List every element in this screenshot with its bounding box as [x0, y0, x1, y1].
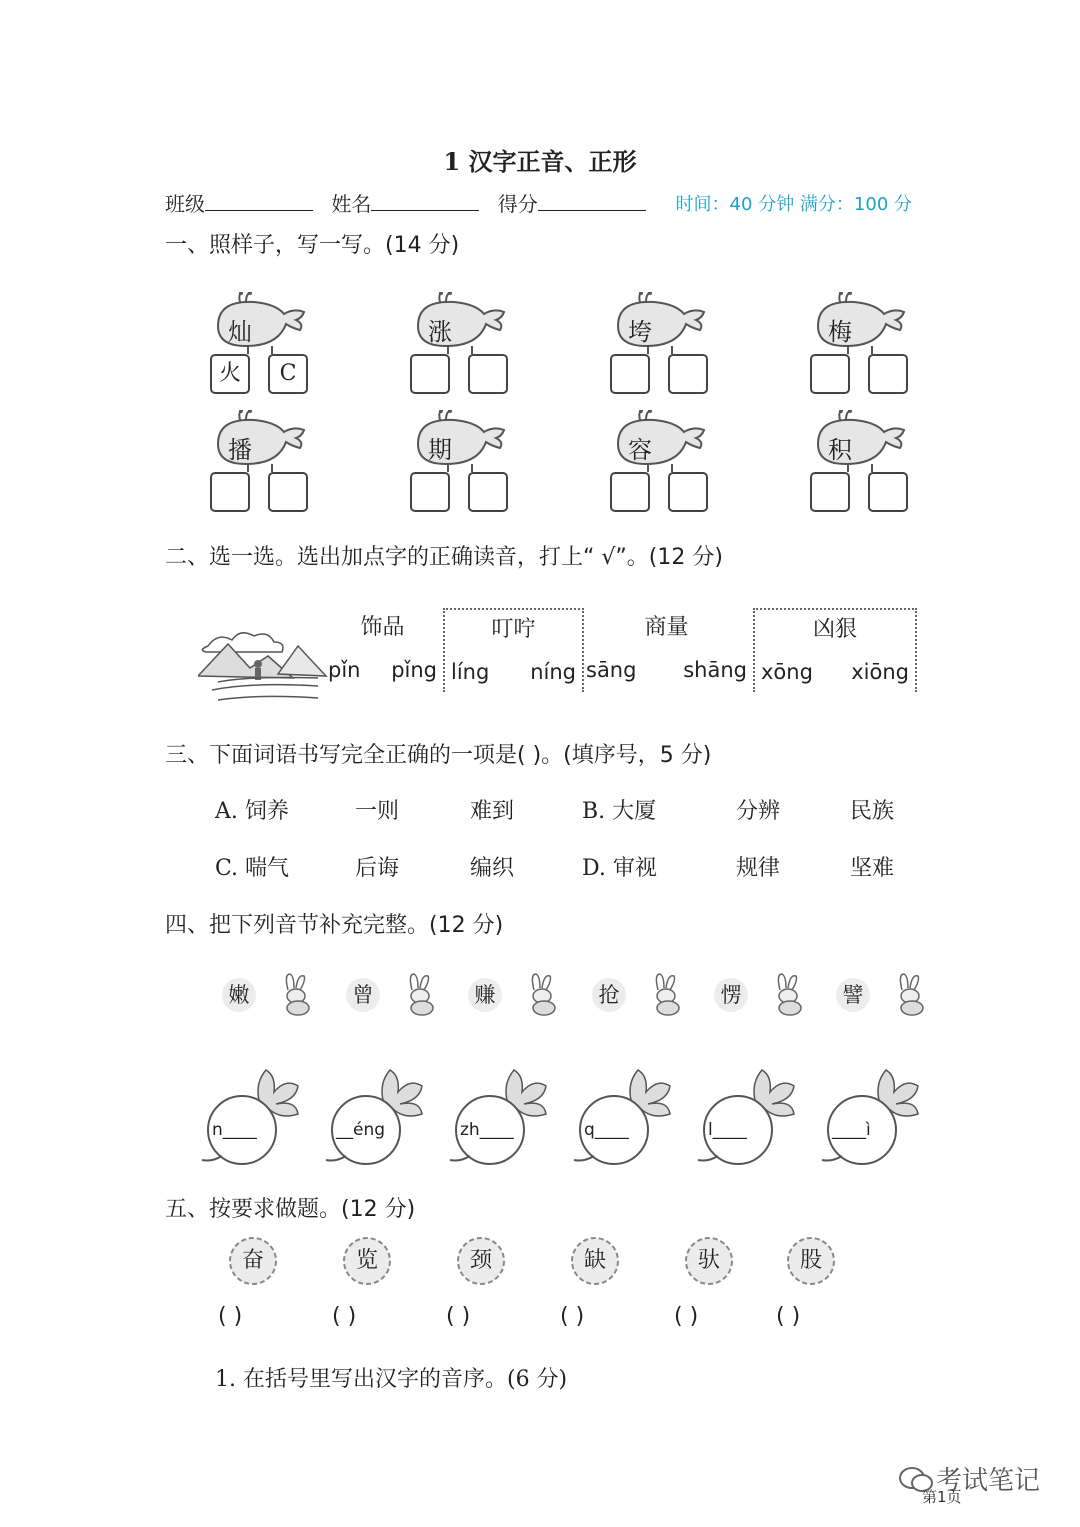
bird-1 — [210, 292, 320, 354]
answer-box[interactable] — [868, 472, 908, 512]
char-circle: 抢 — [592, 978, 626, 1012]
char-circle: 譬 — [836, 978, 870, 1012]
answer-box[interactable] — [468, 354, 508, 394]
answer-box[interactable] — [868, 354, 908, 394]
pinyin-option[interactable]: xōng — [761, 660, 813, 684]
choice-group-2 — [443, 608, 584, 692]
choice-group-1 — [322, 608, 443, 690]
answer-box[interactable] — [410, 472, 450, 512]
flower-char-2 — [342, 1236, 392, 1286]
answer-paren[interactable]: ( ) — [332, 1304, 357, 1329]
bird-3 — [610, 292, 720, 354]
word-option: 后诲 — [355, 856, 400, 881]
student-info — [165, 188, 658, 217]
flower-text: 驮 — [697, 1248, 720, 1273]
flower-char-4 — [570, 1236, 620, 1286]
flower-char-3 — [456, 1236, 506, 1286]
answer-paren[interactable]: ( ) — [560, 1304, 585, 1329]
flower-text: 览 — [355, 1248, 378, 1273]
radish-2 — [322, 1068, 432, 1168]
answer-box[interactable] — [668, 472, 708, 512]
answer-box[interactable] — [810, 354, 850, 394]
answer-paren[interactable]: ( ) — [218, 1304, 243, 1329]
bird-char: 期 — [428, 436, 452, 464]
answer-box[interactable] — [810, 472, 850, 512]
rabbit-char-3 — [468, 972, 538, 1016]
syllable-blank[interactable]: l____ — [708, 1120, 747, 1140]
word-option: 编织 — [470, 856, 515, 881]
bird-6 — [410, 410, 520, 472]
answer-paren[interactable]: ( ) — [776, 1304, 801, 1329]
radish-4 — [570, 1068, 680, 1168]
char-circle: 嫩 — [222, 978, 256, 1012]
bird-7 — [610, 410, 720, 472]
pinyin-option[interactable]: líng — [451, 660, 490, 684]
syllable-blank[interactable]: q____ — [584, 1120, 629, 1140]
bird-2 — [410, 292, 520, 354]
class-field[interactable] — [205, 192, 313, 211]
answer-paren[interactable]: ( ) — [674, 1304, 699, 1329]
flower-char-6 — [786, 1236, 836, 1286]
word-option: 坚难 — [850, 856, 895, 881]
pinyin-option[interactable]: pǐng — [391, 658, 437, 682]
exam-meta: 时间：40 分钟 满分：100 分 — [675, 194, 912, 215]
flower-text: 股 — [799, 1248, 822, 1273]
pinyin-option[interactable]: níng — [530, 660, 576, 684]
answer-box[interactable]: 火 — [210, 354, 250, 394]
score-field[interactable] — [538, 192, 646, 211]
pinyin-option[interactable]: shāng — [683, 658, 747, 682]
section-1-heading: 一、照样子，写一写。(14 分) — [165, 233, 460, 258]
answer-box[interactable] — [610, 354, 650, 394]
bird-char: 垮 — [628, 318, 652, 346]
bird-8 — [810, 410, 920, 472]
bird-5 — [210, 410, 320, 472]
radish-3 — [446, 1068, 556, 1168]
bird-char: 灿 — [228, 318, 252, 346]
choice-group-4 — [753, 608, 917, 692]
flower-char-5 — [684, 1236, 734, 1286]
radish-6 — [818, 1068, 928, 1168]
pinyin-option[interactable]: pǐn — [328, 658, 361, 682]
syllable-blank[interactable]: n____ — [212, 1120, 257, 1140]
bird-char: 梅 — [828, 318, 852, 346]
bird-4 — [810, 292, 920, 354]
answer-box[interactable] — [468, 472, 508, 512]
answer-paren[interactable]: ( ) — [446, 1304, 471, 1329]
section-2-heading: 二、选一选。选出加点字的正确读音，打上“ √”。(12 分) — [165, 545, 723, 570]
word-option: 难到 — [470, 799, 515, 824]
landscape-illustration — [198, 616, 328, 706]
sub-question-1: 1. 在括号里写出汉字的音序。(6 分) — [215, 1367, 568, 1392]
word-option: 规律 — [736, 856, 781, 881]
class-label: 班级 — [165, 192, 205, 216]
name-field[interactable] — [371, 192, 479, 211]
flower-text: 缺 — [583, 1248, 606, 1273]
word-option: 分辨 — [736, 799, 781, 824]
char-circle: 赚 — [468, 978, 502, 1012]
section-3-heading: 三、下面词语书写完全正确的一项是( )。(填序号，5 分) — [165, 743, 712, 768]
flower-char-1 — [228, 1236, 278, 1286]
word-option: B. 大厦 — [582, 799, 657, 824]
word-option: 民族 — [850, 799, 895, 824]
syllable-blank[interactable]: zh____ — [460, 1120, 514, 1140]
target-word: 商量 — [644, 615, 689, 640]
rabbit-char-5 — [714, 972, 784, 1016]
name-label: 姓名 — [331, 192, 372, 216]
word-option: D. 审视 — [582, 856, 657, 881]
word-option: A. 饲养 — [215, 799, 289, 824]
section-4-heading: 四、把下列音节补充完整。(12 分) — [165, 913, 504, 938]
page-number: 第1页 — [922, 1488, 962, 1506]
answer-box[interactable] — [410, 354, 450, 394]
answer-box[interactable] — [668, 354, 708, 394]
target-word: 饰品 — [360, 615, 405, 640]
word-option: C. 喘气 — [215, 856, 290, 881]
answer-box[interactable] — [210, 472, 250, 512]
word-option: 一则 — [355, 799, 400, 824]
bird-char: 播 — [228, 436, 252, 464]
char-circle: 愣 — [714, 978, 748, 1012]
char-circle: 曾 — [346, 978, 380, 1012]
bird-char: 容 — [628, 436, 652, 464]
rabbit-char-6 — [836, 972, 906, 1016]
syllable-blank[interactable]: __éng — [336, 1120, 386, 1140]
radish-1 — [198, 1068, 308, 1168]
answer-box[interactable] — [610, 472, 650, 512]
score-label: 得分 — [497, 192, 538, 216]
syllable-blank[interactable]: ____ì — [832, 1120, 871, 1140]
flower-text: 颈 — [469, 1248, 492, 1273]
page-title: 1 汉字正音、正形 — [443, 147, 637, 176]
bird-char: 涨 — [428, 318, 452, 346]
pinyin-option[interactable]: sāng — [586, 658, 637, 682]
bird-char: 积 — [828, 436, 852, 464]
target-word: 凶狠 — [812, 617, 857, 642]
answer-box[interactable] — [268, 472, 308, 512]
answer-box[interactable]: C — [268, 354, 308, 394]
target-word: 叮咛 — [491, 617, 536, 642]
choice-group-3 — [580, 608, 753, 690]
rabbit-char-4 — [592, 972, 662, 1016]
pinyin-option[interactable]: xiōng — [851, 660, 909, 684]
flower-text: 奋 — [241, 1248, 264, 1273]
watermark: 考试笔记 — [936, 1466, 1041, 1496]
rabbit-char-2 — [346, 972, 416, 1016]
rabbit-char-1 — [222, 972, 292, 1016]
section-5-heading: 五、按要求做题。(12 分) — [165, 1197, 416, 1222]
radish-5 — [694, 1068, 804, 1168]
